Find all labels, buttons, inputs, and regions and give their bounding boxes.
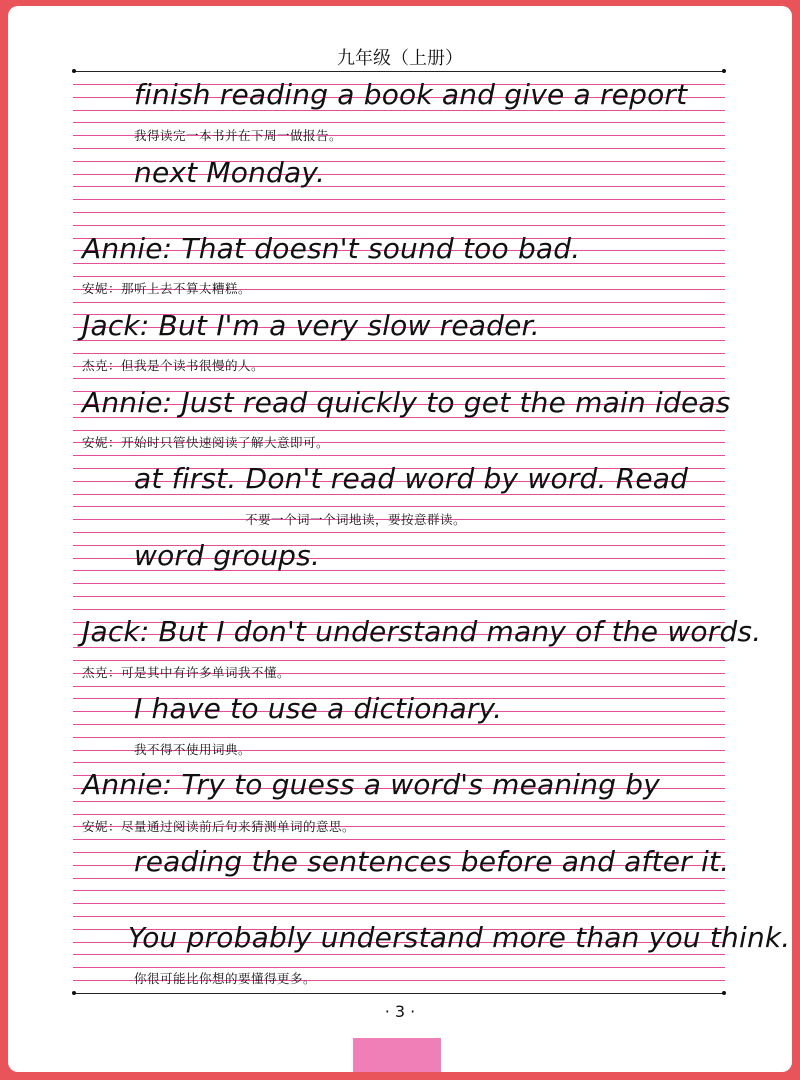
rule-line bbox=[73, 302, 725, 303]
rule-line bbox=[73, 609, 725, 610]
chinese-line-4: 杰克：但我是个读书很慢的人。 bbox=[82, 358, 265, 373]
english-line-7: word groups. bbox=[134, 539, 321, 572]
chinese-line-1: 我得读完一本书并在下周一做报告。 bbox=[134, 128, 343, 143]
rule-line bbox=[73, 660, 725, 661]
english-line-8: Jack: But I don't understand many of the words. bbox=[82, 615, 762, 648]
rule-line bbox=[73, 506, 725, 507]
english-line-1: finish reading a book and give a report bbox=[134, 78, 688, 111]
rule-line bbox=[73, 455, 725, 456]
rule-line bbox=[73, 532, 725, 533]
english-line-5: Annie: Just read quickly to get the main ideas bbox=[82, 386, 731, 419]
rule-line bbox=[73, 903, 725, 904]
english-line-11: reading the sentences before and after it. bbox=[134, 845, 730, 878]
chinese-line-10: 安妮：尽量通过阅读前后句来猜测单词的意思。 bbox=[82, 819, 356, 834]
rule-line bbox=[73, 686, 725, 687]
rule-border-line bbox=[73, 993, 725, 994]
rule-line bbox=[73, 839, 725, 840]
english-line-9: I have to use a dictionary. bbox=[134, 692, 503, 725]
page-header: 九年级（上册） bbox=[337, 48, 463, 69]
rule-line bbox=[73, 967, 725, 968]
rule-line bbox=[73, 737, 725, 738]
rule-line bbox=[73, 878, 725, 879]
rule-line bbox=[73, 916, 725, 917]
english-line-3: Annie: That doesn't sound too bad. bbox=[82, 232, 581, 265]
rule-end-dot bbox=[722, 991, 726, 995]
page-number: · 3 · bbox=[384, 1002, 416, 1021]
rule-line bbox=[73, 122, 725, 123]
rule-end-dot bbox=[72, 991, 76, 995]
rule-line bbox=[73, 430, 725, 431]
rule-line bbox=[73, 762, 725, 763]
rule-line bbox=[73, 225, 725, 226]
english-line-6: at first. Don't read word by word. Read bbox=[134, 462, 689, 495]
rule-line bbox=[73, 954, 725, 955]
chinese-line-6: 不要一个词一个词地读，要按意群读。 bbox=[245, 512, 467, 527]
rule-line bbox=[73, 212, 725, 213]
rule-line bbox=[73, 890, 725, 891]
rule-line bbox=[73, 353, 725, 354]
english-line-4: Jack: But I'm a very slow reader. bbox=[82, 309, 540, 342]
chinese-line-8: 杰克：可是其中有许多单词我不懂。 bbox=[82, 665, 291, 680]
page-tab bbox=[353, 1038, 441, 1072]
rule-line bbox=[73, 801, 725, 802]
rule-line bbox=[73, 276, 725, 277]
rule-line bbox=[73, 814, 725, 815]
rule-end-dot bbox=[722, 69, 726, 73]
chinese-line-9: 我不得不使用词典。 bbox=[134, 742, 252, 757]
english-line-2: next Monday. bbox=[134, 156, 326, 189]
workbook-page bbox=[8, 6, 792, 1072]
chinese-line-12: 你很可能比你想的要懂得更多。 bbox=[134, 971, 317, 986]
rule-line bbox=[73, 596, 725, 597]
english-line-10: Annie: Try to guess a word's meaning by bbox=[82, 768, 661, 801]
rule-line bbox=[73, 378, 725, 379]
chinese-line-3: 安妮：那听上去不算太糟糕。 bbox=[82, 281, 252, 296]
rule-line bbox=[73, 148, 725, 149]
rule-line bbox=[73, 199, 725, 200]
rule-end-dot bbox=[72, 69, 76, 73]
chinese-line-5: 安妮：开始时只管快速阅读了解大意即可。 bbox=[82, 435, 330, 450]
rule-line bbox=[73, 583, 725, 584]
english-line-12: You probably understand more than you think. bbox=[128, 921, 791, 954]
rule-border-line bbox=[73, 71, 725, 72]
